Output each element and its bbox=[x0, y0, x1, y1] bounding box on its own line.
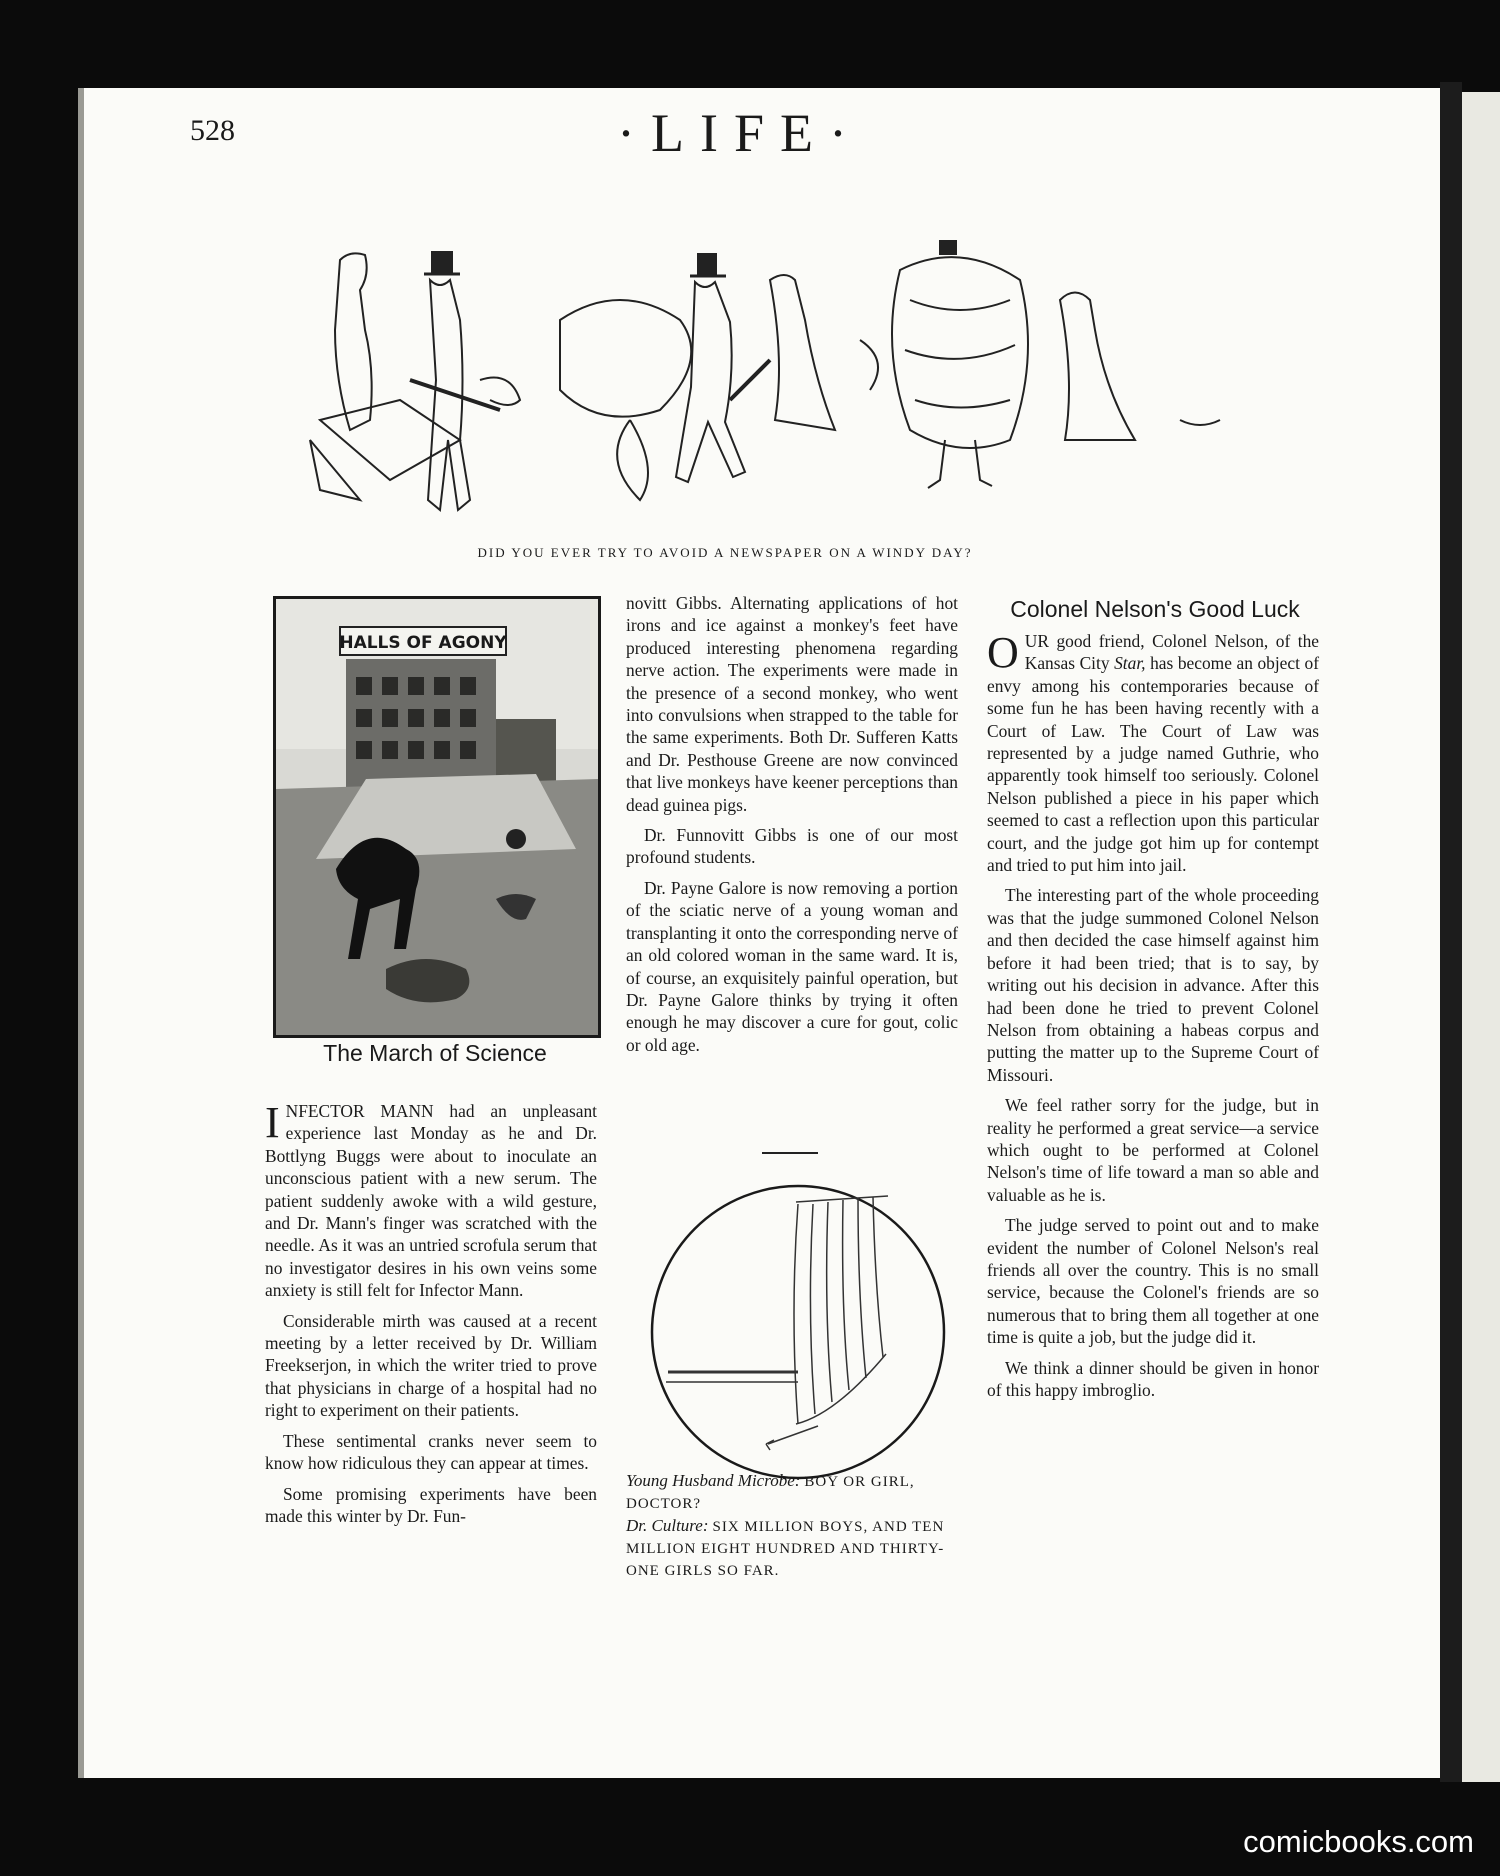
article-paragraph: Considerable mirth was caused at a recent meeting by a letter received by Dr. William Freekserjon, in which the writer tried to prove that physicians in charge of a hospital had no right to experiment on their patients. bbox=[265, 1310, 597, 1421]
article-paragraph: These sentimental cranks never seem to know how ridiculous they can appear at times. bbox=[265, 1430, 597, 1474]
article-paragraph: Some promising experiments have been made this winter by Dr. Fun- bbox=[265, 1483, 597, 1526]
article-paragraph: The judge served to point out and to make evident the number of Colonel Nelson's real friends all over the country. This is no small service, because the Colonel's friends are so numerous that to bring them all together at one time is quite a job, but the judge did it. bbox=[987, 1215, 1319, 1348]
cartoon-panel-1 bbox=[310, 252, 520, 510]
site-watermark: comicbooks.com bbox=[1243, 1824, 1474, 1859]
book-binding bbox=[1440, 82, 1462, 1782]
next-page-edge bbox=[1462, 92, 1500, 1782]
article-paragraph: The interesting part of the whole proceeding was that the judge summoned Colonel Nelson and then decided the case himself against him before it had been tried; that is to say, by writing out his decision in advance. After this had been done he tried to prevent Colonel Nelson from obtaining a habeas corpus and putting the matter up to the Supreme Court of Missouri. bbox=[987, 885, 1319, 1085]
march-of-science-article bbox=[265, 1100, 597, 1535]
colonel-nelson-heading: Colonel Nelson's Good Luck bbox=[1010, 596, 1300, 622]
colonel-nelson-article bbox=[987, 630, 1319, 1409]
windy-day-cartoon bbox=[300, 240, 1250, 540]
page-number: 528 bbox=[190, 114, 235, 147]
caption-line-2: Dr. Culture: SIX MILLION BOYS, AND TEN MILLION EIGHT HUNDRED AND THIRTY-ONE GIRLS SO FAR. bbox=[626, 1516, 945, 1579]
article-paragraph: We think a dinner should be given in honor of this happy imbroglio. bbox=[987, 1357, 1319, 1400]
speaker-dr-culture: Dr. Culture: bbox=[626, 1516, 709, 1535]
drop-cap: I bbox=[265, 1098, 280, 1147]
article-paragraph: INFECTOR MANN had an unpleasant experience last Monday as he and Dr. Bottlyng Buggs were about to inoculate an unconscious patient with a new serum. The patient suddenly awoke with a wild gesture, and Dr. Mann's finger was scratched with the needle. As it was an untried scrofula serum that no investigator desires in his own veins some anxiety is still felt for Infector Mann. bbox=[265, 1098, 597, 1301]
halls-sign-text: HALLS OF AGONY bbox=[339, 633, 507, 653]
speaker-young-husband: Young Husband Microbe: bbox=[626, 1471, 801, 1490]
cartoon-caption: DID YOU EVER TRY TO AVOID A NEWSPAPER ON A WINDY DAY? bbox=[477, 545, 973, 560]
article-paragraph: Dr. Funnovitt Gibbs is one of our most profound students. bbox=[626, 825, 958, 868]
halls-of-agony-illustration bbox=[273, 596, 601, 1038]
article-paragraph: We feel rather sorry for the judge, but in reality he performed a great service—a service which ought to be performed at Colonel Nelson's time of life toward a man so able and valuable as he is. bbox=[987, 1095, 1319, 1205]
masthead-title: ·LIFE· bbox=[617, 103, 863, 163]
article-paragraph: Dr. Payne Galore is now removing a portion of the sciatic nerve of a young woman and transplanting it onto the corresponding nerve of an old colored woman in the same ward. It is, of course, an exquisitely painful operation, but Dr. Payne Galore thinks by trying it often enough he may discover a cure for gout, colic or old age. bbox=[626, 877, 958, 1055]
march-of-science-continued bbox=[626, 592, 958, 1064]
article-paragraph: novitt Gibbs. Alternating applications of hot irons and ice against a monkey's feet have produced interesting phenomena regarding nerve action. The experiments were made in the presence of a second monkey, who went into convulsions when strapped to the table for the same experiments. Both Dr. Sufferen Katts and Dr. Pesthouse Greene are now convinced that live monkeys have keener perceptions than dead guinea pigs. bbox=[626, 593, 958, 815]
page-edge-shadow bbox=[78, 88, 84, 1778]
caption-line-1: Young Husband Microbe: BOY OR GIRL, DOCTOR? bbox=[626, 1471, 915, 1512]
section-divider bbox=[762, 1152, 818, 1154]
drop-cap: O bbox=[987, 628, 1019, 677]
microbe-window-illustration bbox=[648, 1182, 948, 1482]
cartoon-panel-2 bbox=[560, 254, 835, 500]
march-of-science-heading: The March of Science bbox=[323, 1040, 547, 1066]
cartoon-panel-3 bbox=[860, 240, 1220, 488]
article-paragraph: OUR good friend, Colonel Nelson, of the Kansas City Star, has become an object of envy among his contemporaries because of some fun he has been having recently with a Court of Law. The Court of Law was represented by a judge named Guthrie, who apparently took himself too seriously. Colonel Nelson published a piece in his paper which seemed to cast a reflection upon this particular court, and the judge got him up for contempt and tried to put him into jail. bbox=[987, 628, 1320, 876]
microbe-caption bbox=[626, 1470, 958, 1582]
